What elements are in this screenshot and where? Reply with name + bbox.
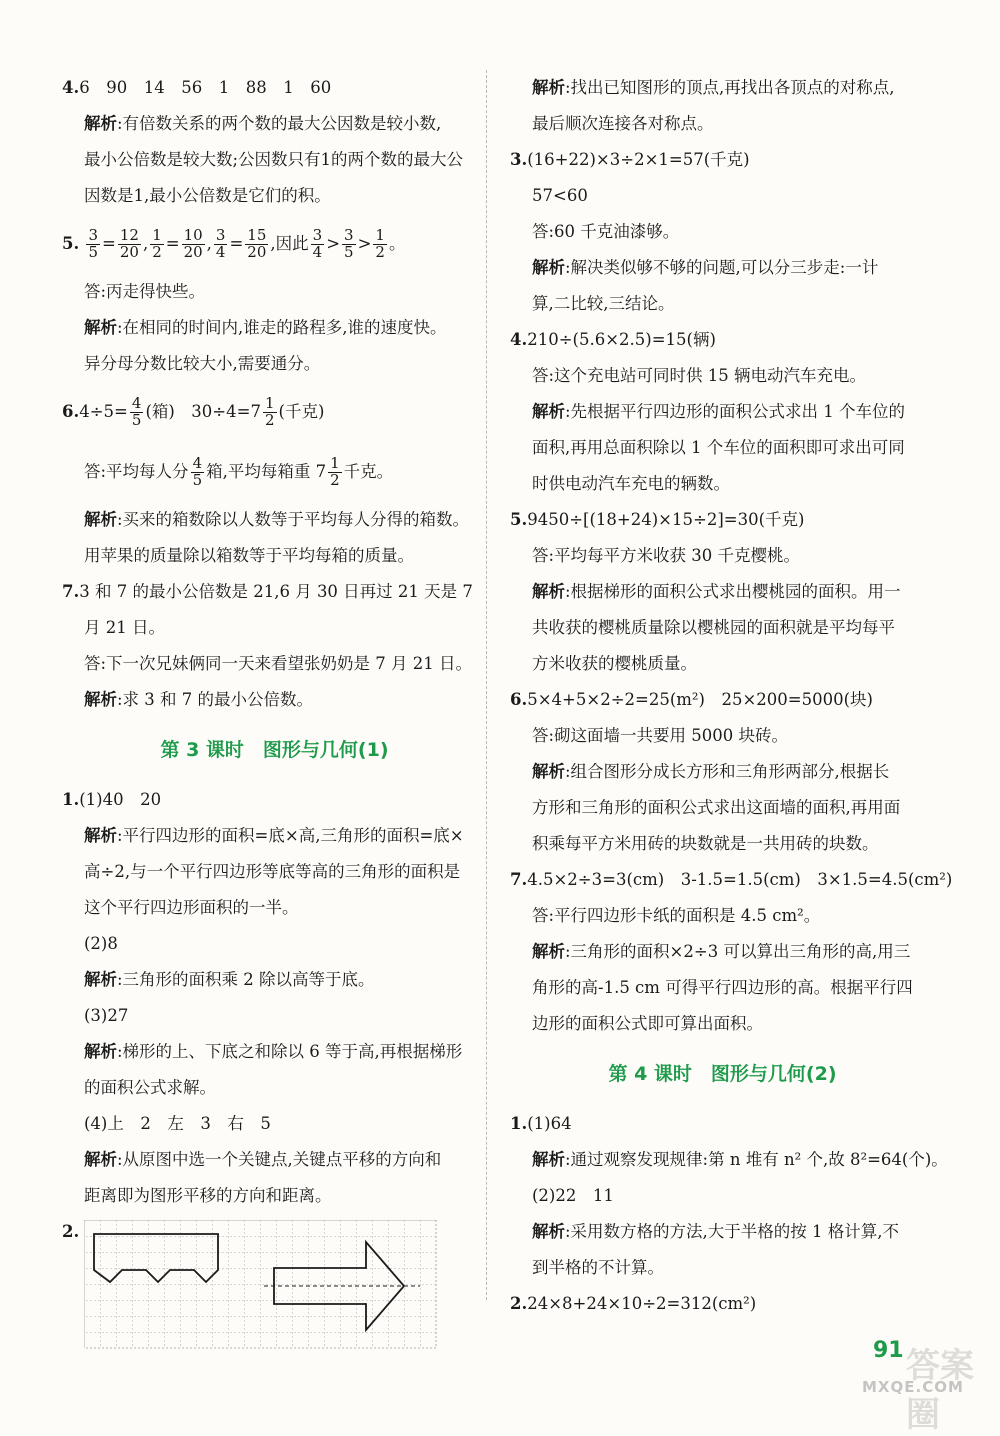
- denominator: 5: [344, 243, 354, 261]
- equals-sign: =: [229, 234, 244, 253]
- section-title: 第 3 课时 图形与几何(1): [160, 739, 389, 761]
- analysis-line: [62, 818, 487, 854]
- analysis-label: 解析: [84, 318, 117, 337]
- answer-line: 答:下一次兄妹俩同一天来看望张奶奶是 7 月 21 日。: [84, 654, 473, 673]
- equals-sign: =: [102, 234, 116, 253]
- analysis-label: 解析: [84, 114, 117, 133]
- analysis-text: :根据梯形的面积公式求出樱桃园的面积。用一: [565, 582, 901, 601]
- answer-6: [62, 382, 487, 442]
- denominator: 5: [131, 411, 142, 429]
- question-number: 2.: [62, 1222, 80, 1241]
- analysis-label: 解析: [84, 826, 117, 845]
- denominator: 2: [152, 243, 162, 261]
- fraction: [373, 228, 387, 261]
- answer-1: [510, 1106, 935, 1142]
- answer-text: 210÷(5.6×2.5)=15(辆): [527, 330, 716, 349]
- analysis-line: 异分母分数比较大小,需要通分。: [84, 354, 321, 373]
- analysis-text: :平行四边形的面积=底×高,三角形的面积=底×: [117, 826, 464, 845]
- fraction: [245, 228, 268, 261]
- analysis-line: 距离即为图形平移的方向和距离。: [84, 1186, 332, 1205]
- denominator: 2: [264, 411, 275, 429]
- numerator: 3: [88, 226, 99, 245]
- analysis-text: :采用数方格的方法,大于半格的按 1 格计算,不: [565, 1222, 900, 1241]
- answer-text: 答:平均每人分: [84, 462, 189, 481]
- answer-5: [510, 502, 935, 538]
- question-number: 6.: [62, 402, 80, 421]
- expression-text: 4÷5=: [79, 402, 128, 421]
- therefore-text: ,因此: [270, 234, 309, 253]
- numerator: 15: [247, 226, 267, 245]
- numerator: 3: [312, 226, 323, 245]
- numerator: 12: [119, 226, 139, 245]
- numerator: 1: [375, 226, 385, 245]
- watermark-logo: 答案圈: [906, 1346, 974, 1435]
- analysis-line: 因数是1,最小公倍数是它们的积。: [84, 186, 331, 205]
- answer-line: 答:平行四边形卡纸的面积是 4.5 cm²。: [532, 906, 821, 925]
- answer-line: (2)8: [84, 934, 118, 953]
- analysis-label: 解析: [532, 402, 565, 421]
- question-number: 1.: [62, 790, 80, 809]
- analysis-text: :在相同的时间内,谁走的路程多,谁的速度快。: [117, 318, 447, 337]
- numerator: 10: [183, 226, 203, 245]
- answer-7: [62, 574, 487, 610]
- answer-line: 答:60 千克油漆够。: [532, 222, 680, 241]
- question-number: 5.: [62, 234, 80, 253]
- fraction: [191, 456, 205, 489]
- question-number: 4.: [62, 78, 80, 97]
- answer-4: [510, 322, 935, 358]
- question-number: 1.: [510, 1114, 528, 1133]
- analysis-label: 解析: [84, 1150, 117, 1169]
- denominator: 2: [375, 243, 385, 261]
- fraction: [86, 228, 100, 261]
- denominator: 4: [312, 243, 323, 261]
- analysis-line: 用苹果的质量除以箱数等于平均每箱的质量。: [84, 546, 414, 565]
- answer-line: (4)上 2 左 3 右 5: [84, 1114, 271, 1133]
- fraction: [311, 228, 325, 261]
- numerator: 1: [330, 454, 340, 473]
- answer-text: 6 90 14 56 1 88 1 60: [79, 78, 332, 97]
- analysis-line: [62, 682, 487, 718]
- answer-line: 答:这个充电站可同时供 15 辆电动汽车充电。: [532, 366, 867, 385]
- answer-text: (1)64: [527, 1114, 572, 1133]
- expression-text: (箱) 30÷4=7: [145, 402, 261, 421]
- answer-text: 4.5×2÷3=3(cm) 3-1.5=1.5(cm) 3×1.5=4.5(cm²): [527, 870, 953, 889]
- analysis-line: [510, 1214, 935, 1250]
- denominator: 20: [183, 243, 203, 261]
- greater-sign: >: [357, 234, 372, 253]
- numerator: 1: [152, 226, 162, 245]
- analysis-label: 解析: [532, 582, 565, 601]
- analysis-line: [62, 310, 487, 346]
- analysis-line: 时供电动汽车充电的辆数。: [532, 474, 730, 493]
- period: 。: [388, 234, 406, 253]
- analysis-line: 这个平行四边形面积的一半。: [84, 898, 299, 917]
- analysis-line: [62, 962, 487, 998]
- answer-line: (2)22 11: [532, 1186, 614, 1205]
- analysis-line: [510, 754, 935, 790]
- fraction: [263, 396, 277, 429]
- analysis-label: 解析: [84, 1042, 117, 1061]
- grid-figure: [84, 1220, 444, 1360]
- analysis-text: :有倍数关系的两个数的最大公因数是较小数,: [117, 114, 442, 133]
- greater-sign: >: [326, 234, 341, 253]
- answer-2-figure: [62, 1214, 487, 1364]
- analysis-line: [510, 70, 935, 106]
- equals-sign: =: [165, 234, 180, 253]
- answer-3: [510, 142, 935, 178]
- answer-line: [62, 442, 487, 502]
- numerator: 4: [131, 394, 142, 413]
- numerator: 1: [264, 394, 275, 413]
- analysis-text: :梯形的上、下底之和除以 6 等于高,再根据梯形: [117, 1042, 463, 1061]
- fraction: [214, 228, 228, 261]
- answer-text: 9450÷[(18+24)×15÷2]=30(千克): [527, 510, 805, 529]
- answer-text: 3 和 7 的最小公倍数是 21,6 月 30 日再过 21 天是 7: [79, 582, 473, 601]
- analysis-text: :先根据平行四边形的面积公式求出 1 个车位的: [565, 402, 906, 421]
- analysis-line: [62, 1034, 487, 1070]
- fraction: [182, 228, 205, 261]
- analysis-text: :找出已知图形的顶点,再找出各顶点的对称点,: [565, 78, 895, 97]
- unit-text: (千克): [278, 402, 325, 421]
- analysis-line: 积乘每平方米用砖的块数就是一共用砖的块数。: [532, 834, 879, 853]
- analysis-text: :求 3 和 7 的最小公倍数。: [117, 690, 314, 709]
- analysis-line: 的面积公式求解。: [84, 1078, 216, 1097]
- fraction: [150, 228, 164, 261]
- analysis-line: 共收获的樱桃质量除以樱桃园的面积就是平均每平: [532, 618, 895, 637]
- analysis-line: 面积,再用总面积除以 1 个车位的面积即可求出可同: [532, 438, 905, 457]
- analysis-text: :三角形的面积乘 2 除以高等于底。: [117, 970, 375, 989]
- analysis-text: :解决类似够不够的问题,可以分三步走:一计: [565, 258, 879, 277]
- analysis-label: 解析: [532, 78, 565, 97]
- fraction: [130, 396, 144, 429]
- denominator: 4: [215, 243, 226, 261]
- analysis-text: :三角形的面积×2÷3 可以算出三角形的高,用三: [565, 942, 911, 961]
- denominator: 5: [88, 243, 99, 261]
- denominator: 2: [330, 471, 340, 489]
- question-number: 3.: [510, 150, 528, 169]
- analysis-line: [510, 574, 935, 610]
- analysis-line: 算,二比较,三结论。: [532, 294, 675, 313]
- analysis-line: 最小公倍数是较大数;公因数只有1的两个数的最大公: [84, 150, 464, 169]
- analysis-label: 解析: [532, 942, 565, 961]
- analysis-line: [62, 1142, 487, 1178]
- question-number: 4.: [510, 330, 528, 349]
- analysis-text: :买来的箱数除以人数等于平均每人分得的箱数。: [117, 510, 470, 529]
- left-column: [62, 70, 487, 1364]
- fraction: [118, 228, 141, 261]
- denominator: 20: [119, 243, 139, 261]
- answer-line: 答:丙走得快些。: [84, 282, 206, 301]
- analysis-text: :通过观察发现规律:第 n 堆有 n² 个,故 8²=64(个)。: [565, 1150, 948, 1169]
- question-number: 7.: [62, 582, 80, 601]
- denominator: 5: [192, 471, 203, 489]
- answer-1: [62, 782, 487, 818]
- right-column: [510, 70, 953, 1322]
- answer-line: 答:平均每平方米收获 30 千克樱桃。: [532, 546, 801, 565]
- analysis-label: 解析: [532, 762, 565, 781]
- separator: ,: [206, 234, 212, 253]
- analysis-line: 角形的高-1.5 cm 可得平行四边形的高。根据平行四: [532, 978, 913, 997]
- numerator: 3: [344, 226, 354, 245]
- numerator: 4: [192, 454, 203, 473]
- answer-4: [62, 70, 487, 106]
- analysis-label: 解析: [532, 1150, 565, 1169]
- page-number: 91: [873, 1338, 904, 1363]
- analysis-line: 边形的面积公式即可算出面积。: [532, 1014, 763, 1033]
- watermark-url: MXQE.COM: [862, 1378, 964, 1396]
- answer-text: 箱,平均每箱重 7: [206, 462, 327, 481]
- numerator: 3: [215, 226, 226, 245]
- analysis-label: 解析: [532, 1222, 565, 1241]
- analysis-line: [510, 1142, 948, 1178]
- fraction: [342, 228, 356, 261]
- answer-line: 月 21 日。: [84, 618, 165, 637]
- question-number: 6.: [510, 690, 528, 709]
- answer-text: (1)40 20: [79, 790, 162, 809]
- analysis-line: [510, 250, 935, 286]
- analysis-line: 方形和三角形的面积公式求出这面墙的面积,再用面: [532, 798, 901, 817]
- answer-text: 千克。: [343, 462, 394, 481]
- grid-background: [84, 1220, 436, 1348]
- column-divider: [486, 70, 487, 1300]
- question-number: 2.: [510, 1294, 528, 1313]
- answer-text: (16+22)×3÷2×1=57(千克): [527, 150, 750, 169]
- answer-5: [62, 214, 487, 274]
- answer-line: 答:砌这面墙一共要用 5000 块砖。: [532, 726, 789, 745]
- section-title: 第 4 课时 图形与几何(2): [608, 1063, 837, 1085]
- separator: ,: [142, 234, 149, 253]
- analysis-label: 解析: [84, 970, 117, 989]
- answer-7: [510, 862, 953, 898]
- analysis-line: [62, 502, 487, 538]
- analysis-line: [510, 934, 935, 970]
- analysis-text: :组合图形分成长方形和三角形两部分,根据长: [565, 762, 890, 781]
- answer-6: [510, 682, 935, 718]
- answer-2: [510, 1286, 935, 1322]
- answer-text: 5×4+5×2÷2=25(m²) 25×200=5000(块): [527, 690, 873, 709]
- fraction: [328, 456, 342, 489]
- analysis-line: 方米收获的樱桃质量。: [532, 654, 697, 673]
- question-number: 7.: [510, 870, 528, 889]
- answer-text: 24×8+24×10÷2=312(cm²): [527, 1294, 757, 1313]
- analysis-label: 解析: [532, 258, 565, 277]
- analysis-text: :从原图中选一个关键点,关键点平移的方向和: [117, 1150, 442, 1169]
- analysis-line: 最后顺次连接各对称点。: [532, 114, 714, 133]
- denominator: 20: [247, 243, 267, 261]
- analysis-line: 到半格的不计算。: [532, 1258, 664, 1277]
- answer-line: 57<60: [532, 186, 588, 205]
- question-number: 5.: [510, 510, 528, 529]
- analysis-label: 解析: [84, 690, 117, 709]
- analysis-line: 高÷2,与一个平行四边形等底等高的三角形的面积是: [84, 862, 461, 881]
- analysis-label: 解析: [84, 510, 117, 529]
- analysis-line: [510, 394, 935, 430]
- analysis-line: [62, 106, 487, 142]
- answer-line: (3)27: [84, 1006, 129, 1025]
